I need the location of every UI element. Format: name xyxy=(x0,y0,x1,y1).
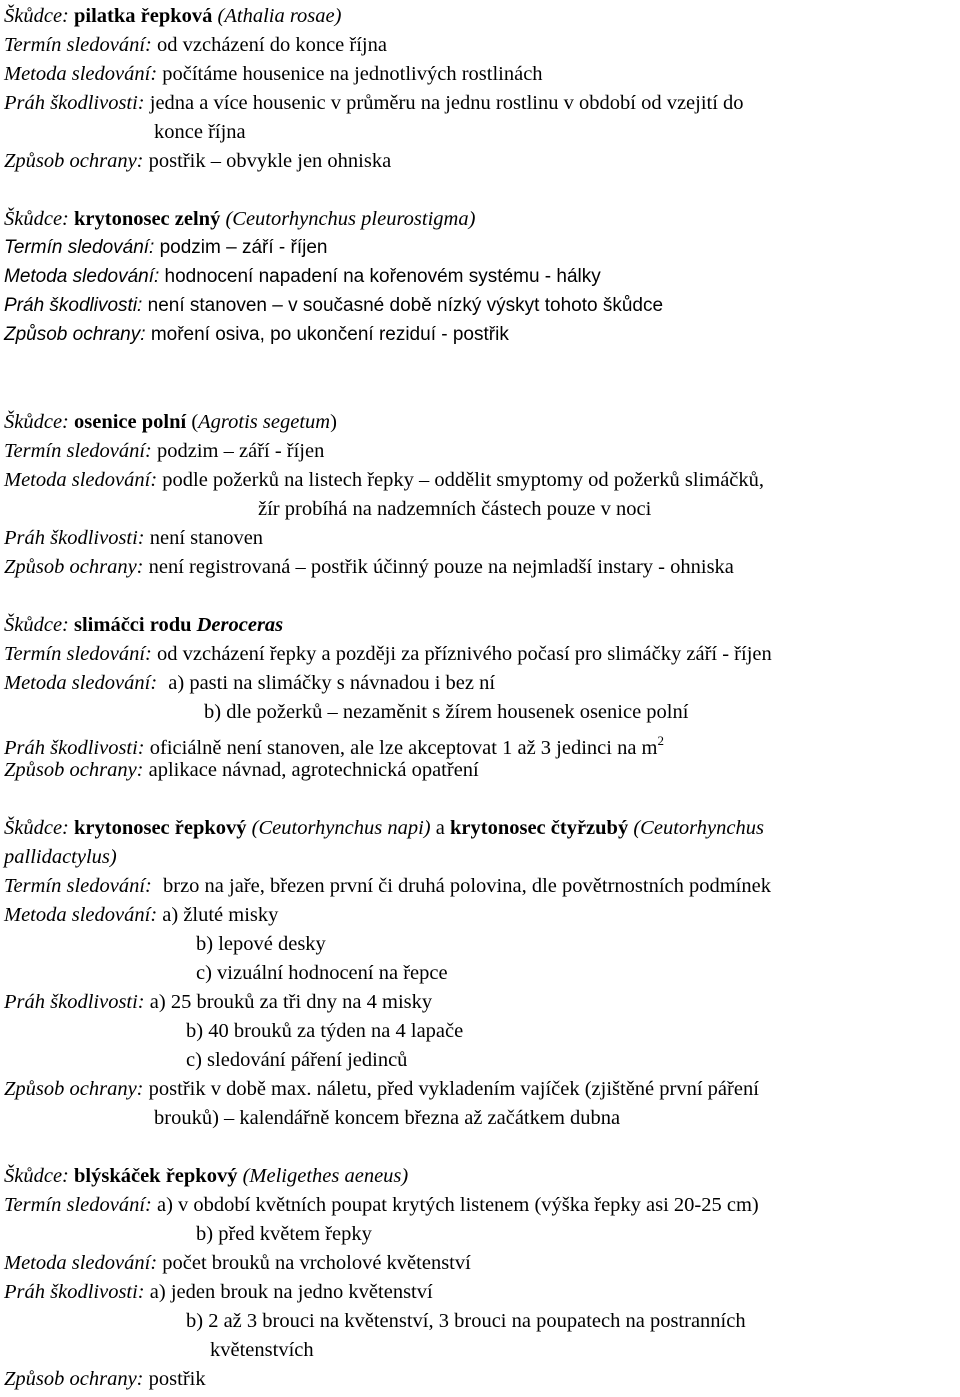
entry-5-period xyxy=(4,874,771,898)
entry-5-threshold xyxy=(4,990,432,1014)
entry-6-pest xyxy=(4,1164,408,1188)
protection-value: postřik v době max. náletu, před vykladením vajíček (zjištěné první páření xyxy=(148,1078,759,1100)
superscript: 2 xyxy=(657,733,664,748)
threshold-label: Práh škodlivosti: xyxy=(4,295,143,316)
method-value: a) pasti na slimáčky s návnadou i bez ní xyxy=(168,672,496,694)
entry-5-method xyxy=(4,903,278,927)
pest-label: Škůdce: xyxy=(4,614,69,636)
entry-2-period xyxy=(4,236,328,260)
entry-5-method-b: b) lepové desky xyxy=(196,933,326,955)
pest-latin-2: (Ceutorhynchus xyxy=(633,817,764,839)
pest-genus: Deroceras xyxy=(196,614,284,636)
threshold-label: Práh škodlivosti: xyxy=(4,527,145,549)
pest-latin: (Ceutorhynchus napi) xyxy=(251,817,431,839)
protection-label: Způsob ochrany: xyxy=(4,1368,144,1390)
entry-6-threshold-c: květenstvích xyxy=(210,1339,314,1361)
entry-2-protection xyxy=(4,323,509,347)
entry-5-protection-cont: brouků) – kalendářně koncem března až začátkem dubna xyxy=(154,1107,621,1129)
entry-4-period xyxy=(4,642,772,666)
period-value: podzim – září - říjen xyxy=(157,440,325,462)
entry-6-threshold xyxy=(4,1280,433,1304)
protection-value: není registrovaná – postřik účinný pouze na nejmladší instary - ohniska xyxy=(148,556,734,578)
threshold-value: není stanoven xyxy=(149,527,264,549)
period-label: Termín sledování: xyxy=(4,237,155,258)
period-value: podzim – září - říjen xyxy=(159,237,328,258)
pest-latin: (Athalia rosae) xyxy=(217,5,342,27)
entry-5-protection xyxy=(4,1077,759,1101)
pest-latin: (Meligethes aeneus) xyxy=(242,1165,409,1187)
entry-4-method xyxy=(4,671,495,695)
entry-2-threshold xyxy=(4,294,663,318)
entry-1-method xyxy=(4,62,543,86)
protection-label: Způsob ochrany: xyxy=(4,759,144,781)
pest-name: blýskáček řepkový xyxy=(74,1165,238,1187)
threshold-label: Práh škodlivosti: xyxy=(4,737,145,759)
threshold-label: Práh škodlivosti: xyxy=(4,92,145,114)
entry-2-pest xyxy=(4,207,475,231)
pest-name: pilatka řepková xyxy=(74,5,213,27)
period-label: Termín sledování: xyxy=(4,1194,152,1216)
entry-4-pest xyxy=(4,613,283,637)
method-value: podle požerků na listech řepky – oddělit smyptomy od požerků slimáčků, xyxy=(162,469,765,491)
method-label: Metoda sledování: xyxy=(4,904,158,926)
conjunction: a xyxy=(435,817,445,839)
method-label: Metoda sledování: xyxy=(4,266,160,287)
entry-5-pest xyxy=(4,816,764,840)
pest-label: Škůdce: xyxy=(4,5,69,27)
protection-label: Způsob ochrany: xyxy=(4,556,144,578)
method-value: a) žluté misky xyxy=(162,904,279,926)
entry-3-period xyxy=(4,439,324,463)
entry-6-period-b: b) před květem řepky xyxy=(196,1223,372,1245)
pest-latin: Agrotis segetum xyxy=(198,411,331,433)
pest-label: Škůdce: xyxy=(4,208,69,230)
protection-label: Způsob ochrany: xyxy=(4,1078,144,1100)
method-value: hodnocení napadení na kořenovém systému - hálky xyxy=(164,266,601,287)
entry-5-method-c: c) vizuální hodnocení na řepce xyxy=(196,962,448,984)
entry-4-method-b: b) dle požerků – nezaměnit s žírem housenek osenice polní xyxy=(204,701,689,723)
pest-name: osenice polní xyxy=(74,411,187,433)
method-label: Metoda sledování: xyxy=(4,63,158,85)
protection-label: Způsob ochrany: xyxy=(4,324,146,345)
threshold-label: Práh škodlivosti: xyxy=(4,1281,145,1303)
pest-label: Škůdce: xyxy=(4,817,69,839)
threshold-value: a) 25 brouků za tři dny na 4 misky xyxy=(149,991,433,1013)
threshold-value: oficiálně není stanoven, ale lze akceptovat 1 až 3 jedinci na m xyxy=(149,737,658,759)
period-label: Termín sledování: xyxy=(4,643,152,665)
method-label: Metoda sledování: xyxy=(4,1252,158,1274)
entry-4-threshold xyxy=(4,729,664,760)
entry-1-pest xyxy=(4,4,341,28)
entry-4-protection xyxy=(4,758,479,782)
period-label: Termín sledování: xyxy=(4,440,152,462)
pest-label: Škůdce: xyxy=(4,411,69,433)
threshold-value: jedna a více housenic v průměru na jednu rostlinu v období od vzejití do xyxy=(149,92,744,114)
period-value: od vzcházení do konce října xyxy=(157,34,387,56)
threshold-value: a) jeden brouk na jedno květenství xyxy=(149,1281,433,1303)
entry-5-threshold-c: c) sledování páření jedinců xyxy=(186,1049,408,1071)
pest-latin: (Ceutorhynchus pleurostigma) xyxy=(225,208,476,230)
entry-5-threshold-b: b) 40 brouků za týden na 4 lapače xyxy=(186,1020,464,1042)
threshold-label: Práh škodlivosti: xyxy=(4,991,145,1013)
entry-1-threshold-cont: konce října xyxy=(154,121,246,143)
period-value: od vzcházení řepky a později za příznivého počasí pro slimáčky září - říjen xyxy=(157,643,772,665)
protection-label: Způsob ochrany: xyxy=(4,150,144,172)
period-value: a) v období květních poupat krytých listenem (výška řepky asi 20-25 cm) xyxy=(157,1194,759,1216)
pest-name: krytonosec zelný xyxy=(74,208,221,230)
pest-name: krytonosec řepkový xyxy=(74,817,247,839)
entry-3-threshold xyxy=(4,526,263,550)
protection-value: moření osiva, po ukončení reziduí - postřik xyxy=(150,324,509,345)
method-value: počítáme housenice na jednotlivých rostlinách xyxy=(162,63,543,85)
method-value: počet brouků na vrcholové květenství xyxy=(162,1252,471,1274)
pest-name-2: krytonosec čtyřzubý xyxy=(450,817,629,839)
period-value: brzo na jaře, březen první či druhá polovina, dle povětrnostních podmínek xyxy=(163,875,771,897)
protection-value: postřik xyxy=(148,1368,206,1390)
entry-3-protection xyxy=(4,555,734,579)
period-label: Termín sledování: xyxy=(4,34,152,56)
method-label: Metoda sledování: xyxy=(4,469,158,491)
entry-1-threshold xyxy=(4,91,744,115)
entry-6-period xyxy=(4,1193,759,1217)
period-label: Termín sledování: xyxy=(4,875,152,897)
entry-1-protection xyxy=(4,149,391,173)
entry-6-threshold-b: b) 2 až 3 brouci na květenství, 3 brouci na poupatech na postranních xyxy=(186,1310,746,1332)
threshold-value: není stanoven – v současné době nízký výskyt tohoto škůdce xyxy=(147,295,664,316)
pest-label: Škůdce: xyxy=(4,1165,69,1187)
entry-1-period xyxy=(4,33,387,57)
entry-3-method-cont: žír probíhá na nadzemních částech pouze v noci xyxy=(258,498,652,520)
entry-2-method xyxy=(4,265,601,289)
protection-value: postřik – obvykle jen ohniska xyxy=(148,150,392,172)
paren-open: ( xyxy=(191,411,199,433)
protection-value: aplikace návnad, agrotechnická opatření xyxy=(148,759,479,781)
pest-name: slimáčci rodu xyxy=(74,614,192,636)
entry-3-method xyxy=(4,468,764,492)
entry-5-latin-cont: pallidactylus) xyxy=(4,846,117,868)
entry-6-protection xyxy=(4,1367,206,1391)
entry-3-pest xyxy=(4,410,337,434)
paren-close: ) xyxy=(330,411,337,433)
entry-6-method xyxy=(4,1251,471,1275)
method-label: Metoda sledování: xyxy=(4,672,158,694)
